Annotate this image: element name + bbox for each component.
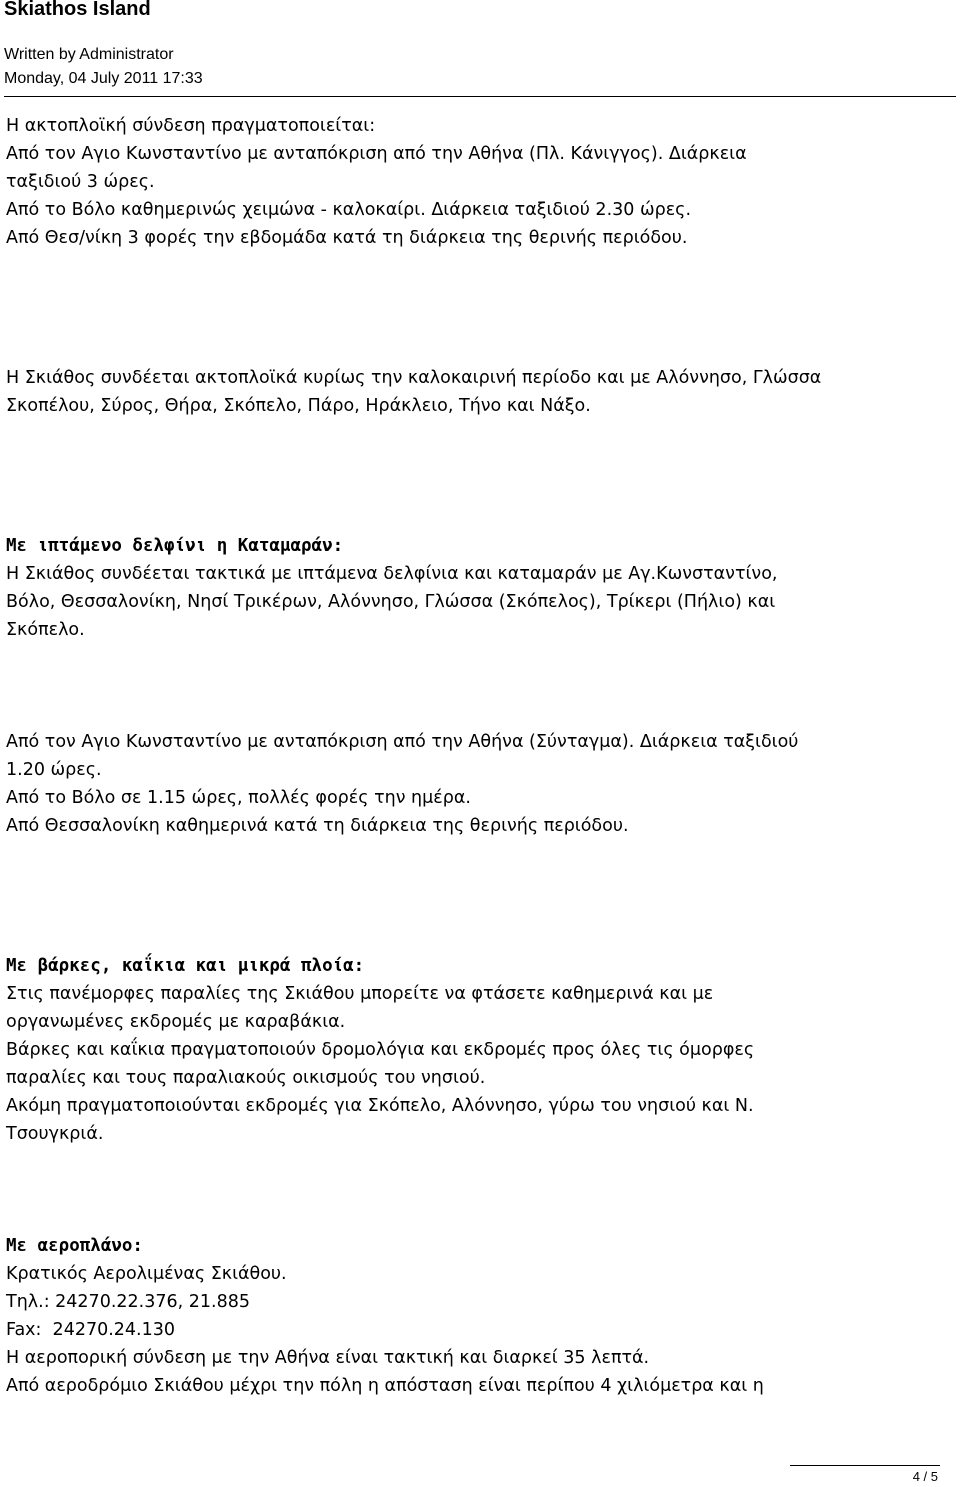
text-line: Ακόμη πραγματοποιούνται εκδρομές για Σκόπελο, Αλόννησο, γύρω του νησιού και Ν.	[6, 1096, 754, 1116]
text-line: Τσουγκριά.	[6, 1124, 104, 1144]
text-line: οργανωμένες εκδρομές με καραβάκια.	[6, 1012, 346, 1032]
text-line: Η Σκιάθος συνδέεται ακτοπλοϊκά κυρίως την καλοκαιρινή περίοδο και με Αλόννησο, Γλώσσα	[6, 368, 822, 388]
boats-section	[6, 952, 952, 1148]
date-line: Monday, 04 July 2011 17:33	[4, 70, 203, 87]
header-divider	[4, 96, 956, 97]
text-line: Βόλο, Θεσσαλονίκη, Νησί Τρικέρων, Αλόννησο, Γλώσσα (Σκόπελος), Τρίκερι (Πήλιο) και	[6, 592, 776, 612]
text-line: Από τον Αγιο Κωνσταντίνο με ανταπόκριση από την Αθήνα (Πλ. Κάνιγγος). Διάρκεια	[6, 144, 747, 164]
text-line: Βάρκες και καΐκια πραγματοποιούν δρομολόγια και εκδρομές προς όλες τις όμορφες	[6, 1040, 755, 1060]
text-line: παραλίες και τους παραλιακούς οικισμούς του νησιού.	[6, 1068, 486, 1088]
footer-divider	[790, 1465, 940, 1466]
text-line: Τηλ.: 24270.22.376, 21.885	[6, 1292, 250, 1312]
page-number: 4 / 5	[912, 1469, 938, 1484]
text-line: Από Θεσ/νίκη 3 φορές την εβδομάδα κατά τη διάρκεια της θερινής περιόδου.	[6, 228, 688, 248]
plane-section	[6, 1232, 952, 1400]
section-heading: Με ιπτάμενο δελφίνι η Καταμαράν:	[6, 536, 344, 556]
text-line: Από τον Αγιο Κωνσταντίνο με ανταπόκριση από την Αθήνα (Σύνταγμα). Διάρκεια ταξιδιού	[6, 732, 799, 752]
text-line: Σκόπελο.	[6, 620, 85, 640]
text-line: Από Θεσσαλονίκη καθημερινά κατά τη διάρκεια της θερινής περιόδου.	[6, 816, 629, 836]
text-line: Η Σκιάθος συνδέεται τακτικά με ιπτάμενα δελφίνια και καταμαράν με Αγ.Κωνσταντίνο,	[6, 564, 778, 584]
text-line: Η αεροπορική σύνδεση με την Αθήνα είναι τακτική και διαρκεί 35 λεπτά.	[6, 1348, 650, 1368]
hydrofoil-routes-section	[6, 728, 952, 840]
text-line: Στις πανέμορφες παραλίες της Σκιάθου μπορείτε να φτάσετε καθημερινά και με	[6, 984, 714, 1004]
hydrofoil-section	[6, 532, 952, 644]
author-line: Written by Administrator	[4, 46, 174, 63]
site-title: Skiathos Island	[4, 0, 151, 20]
text-line: Η ακτοπλοϊκή σύνδεση πραγματοποιείται:	[6, 116, 376, 136]
text-line: Από αεροδρόμιο Σκιάθου μέχρι την πόλη η απόσταση είναι περίπου 4 χιλιόμετρα και η	[6, 1376, 764, 1396]
ferry-section	[6, 112, 952, 252]
islands-section	[6, 364, 952, 420]
text-line: Fax: 24270.24.130	[6, 1320, 176, 1340]
section-heading: Με βάρκες, καΐκια και μικρά πλοία:	[6, 956, 365, 976]
text-line: Από το Βόλο σε 1.15 ώρες, πολλές φορές την ημέρα.	[6, 788, 471, 808]
text-line: Σκοπέλου, Σύρος, Θήρα, Σκόπελο, Πάρο, Ηράκλειο, Τήνο και Νάξο.	[6, 396, 591, 416]
text-line: ταξιδιού 3 ώρες.	[6, 172, 155, 192]
text-line: Κρατικός Αερολιμένας Σκιάθου.	[6, 1264, 287, 1284]
text-line: Από το Βόλο καθημερινώς χειμώνα - καλοκαίρι. Διάρκεια ταξιδιού 2.30 ώρες.	[6, 200, 692, 220]
text-line: 1.20 ώρες.	[6, 760, 102, 780]
section-heading: Με αεροπλάνο:	[6, 1236, 143, 1256]
